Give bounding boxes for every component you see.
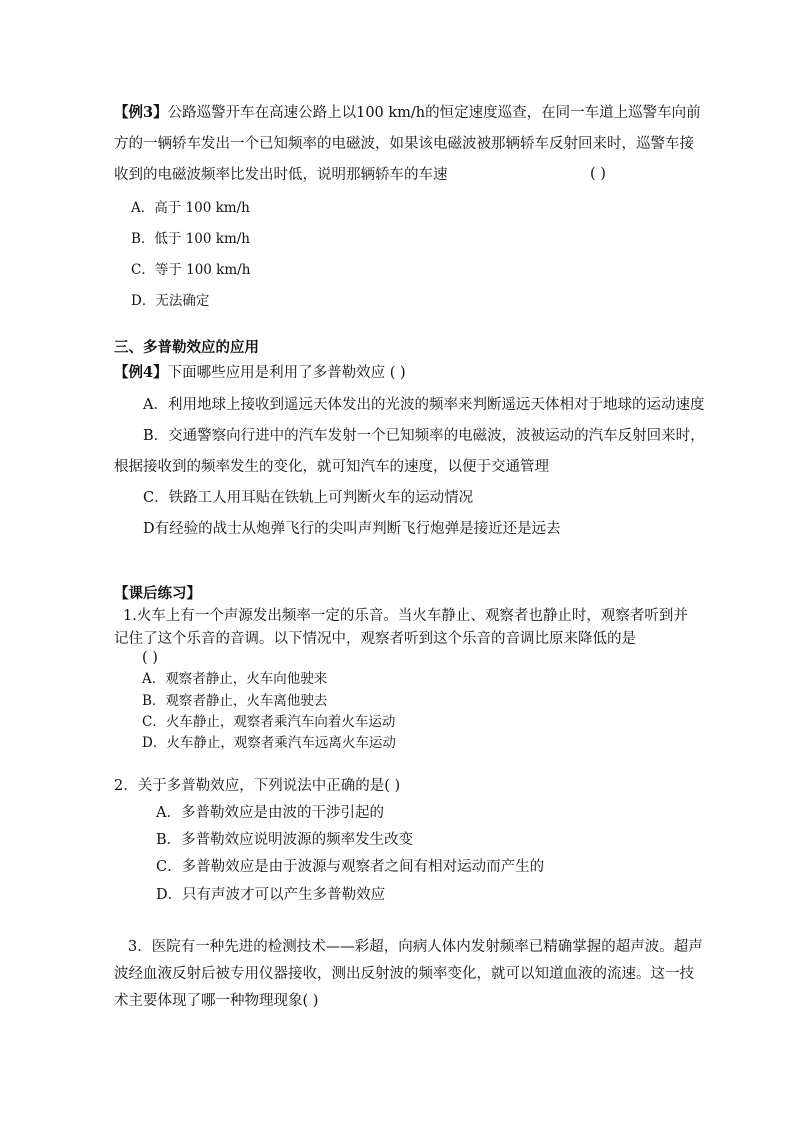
example-3-line-1 (114, 104, 701, 122)
example-3-option-c: C．等于 100 km/h (131, 262, 251, 278)
practice-q1-option-a: A．观察者静止，火车向他驶来 (142, 671, 328, 687)
example-4-stem (114, 364, 406, 382)
example-4-option-a: A．利用地球上接收到遥远天体发出的光波的频率来判断遥远天体相对于地球的运动速度 (143, 397, 705, 413)
practice-q1-option-c: C．火车静止，观察者乘汽车向着火车运动 (142, 714, 396, 730)
example-3-option-d: D．无法确定 (131, 293, 210, 309)
example-3-line-3: 收到的电磁波频率比发出时低，说明那辆轿车的车速 (114, 167, 448, 183)
example-3-text-1: 公路巡警开车在高速公路上以100 km/h的恒定速度巡查，在同一车道上巡警车向前 (167, 105, 701, 121)
practice-q2-option-d: D．只有声波才可以产生多普勒效应 (156, 887, 386, 903)
practice-q2-option-a: A．多普勒效应是由波的干涉引起的 (156, 805, 384, 821)
practice-q2-stem: 2．关于多普勒效应，下列说法中正确的是( ) (114, 778, 401, 794)
example-3-option-a: A．高于 100 km/h (131, 200, 250, 216)
example-3-answer-blank: ( ) (590, 166, 606, 182)
practice-q3-line-2: 波经血液反射后被专用仪器接收，测出反射波的频率变化，就可以知道血液的流速。这一技 (114, 966, 694, 982)
example-3-option-b: B．低于 100 km/h (131, 231, 250, 247)
practice-q2-option-b: B．多普勒效应说明波源的频率发生改变 (156, 832, 414, 848)
example-4-option-b-line-2: 根据接收到的频率发生的变化，就可知汽车的速度，以便于交通管理 (114, 459, 549, 475)
practice-q3-line-1: 3．医院有一种先进的检测技术——彩超，向病人体内发射频率已精确掌握的超声波。超声 (128, 939, 703, 955)
example-4-stem-text: 下面哪些应用是利用了多普勒效应 ( ) (167, 365, 406, 381)
practice-q1-line-2: 记住了这个乐音的音调。以下情况中，观察者听到这个乐音的音调比原来降低的是 (114, 631, 636, 647)
practice-q3-line-3: 术主要体现了哪一种物理现象( ) (114, 993, 319, 1009)
example-4-option-d: D有经验的战士从炮弹飞行的尖叫声判断飞行炮弹是接近还是远去 (143, 521, 561, 537)
practice-q1-answer-blank: ( ) (142, 650, 158, 666)
practice-q1-option-d: D．火车静止，观察者乘汽车远离火车运动 (142, 735, 396, 751)
practice-q1-line-1: 1.火车上有一个声源发出频率一定的乐音。当火车静止、观察者也静止时，观察者听到并 (123, 608, 688, 624)
example-4-tag: 【例4】 (114, 364, 168, 381)
example-3-tag: 【例3】 (114, 104, 168, 121)
section-3-heading: 三、多普勒效应的应用 (114, 339, 259, 356)
example-4-option-c: C．铁路工人用耳贴在铁轨上可判断火车的运动情况 (143, 490, 474, 506)
example-3-line-2: 方的一辆轿车发出一个已知频率的电磁波，如果该电磁波被那辆轿车反射回来时，巡警车接 (114, 136, 694, 152)
practice-heading: 【课后练习】 (114, 585, 201, 602)
example-4-option-b-line-1: B．交通警察向行进中的汽车发射一个已知频率的电磁波，波被运动的汽车反射回来时， (143, 428, 705, 444)
practice-q1-option-b: B．观察者静止，火车离他驶去 (142, 693, 328, 709)
practice-q2-option-c: C．多普勒效应是由于波源与观察者之间有相对运动而产生的 (156, 859, 545, 875)
